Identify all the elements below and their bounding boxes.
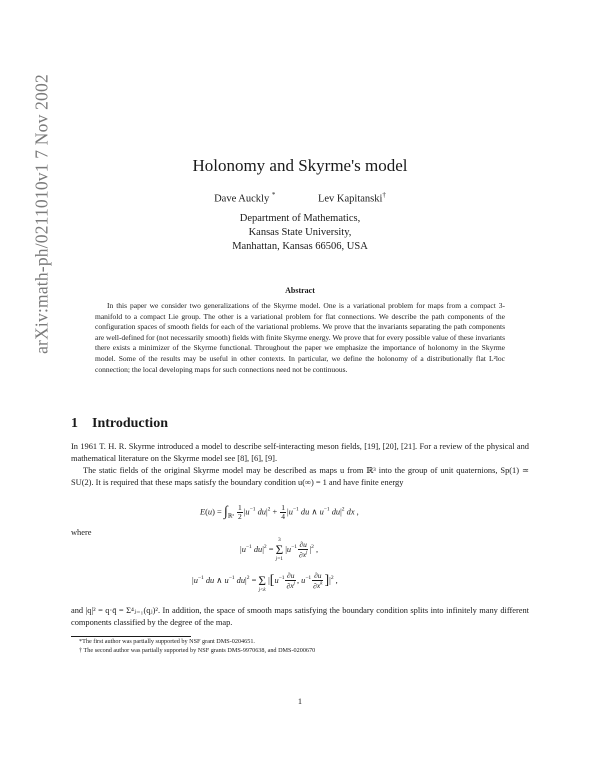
page-number: 1 <box>297 697 303 706</box>
affiliation-line: Department of Mathematics, <box>239 213 361 224</box>
paper-title: Holonomy and Skyrme's model <box>192 156 408 175</box>
abstract-heading: Abstract <box>285 286 315 295</box>
author-list <box>0 191 600 205</box>
where-text: where <box>71 528 92 537</box>
footnote-rule <box>71 636 191 637</box>
energy-equation: $E(u) = \int_{ℝ^3}$ $\frac{1}{2}$ $|u^{-1}$ $du|^2$ + $\frac{1}{4}$ $|u^{-1}$ du ∧ $u^{-1}$ $du|^2$ dx , <box>200 503 359 521</box>
author-kapitanski: Lev Kapitanski† <box>317 191 386 205</box>
paragraph: and |q|² = q·q̄ = Σ⁴ⱼ₌₁(qⱼ)². In addition, the space of smooth maps satisfying the boundary condition splits into infinitely many different components classified by the degree of the map. <box>71 606 529 627</box>
footnote: *The first author was partially supported by NSF grant DMS-0204651. <box>79 638 255 645</box>
affiliation-line: Kansas State University, <box>248 227 352 238</box>
section-number: 1 <box>71 416 78 431</box>
footnote: † The second author was partially supported by NSF grants DMS-9970638, and DMS-0200670 <box>79 647 316 654</box>
wedge-norm-equation: $|u^{-1}$ du ∧ $u^{-1}$ $du|^2$ = Σ j<k $|[u^{-1}$ $\frac{\partial u}{\partial x^j}$ , $u^{-1}$ $\frac{\partial u}{\partial x^k}$ ]$|^2$ , <box>192 570 338 593</box>
paragraph: The static fields of the original Skyrme model may be described as maps u from ℝ³ into the group of unit quaternions, Sp(1) ≃ SU(2). It is required that these maps satisfy the boundary condition u(∞) = 1 and have finite energy <box>71 466 529 487</box>
arxiv-stamp: arXiv:math-ph/0211010v1 7 Nov 2002 <box>31 74 52 354</box>
author-auckly: Dave Auckly * <box>214 191 276 205</box>
gradient-norm-equation: $|u^{-1}$ $du|^2$ = 3 Σ j=1 $|u^{-1}$ $\frac{\partial u}{\partial x^j}$ $|^2$ , <box>240 537 319 562</box>
affiliation <box>0 212 600 254</box>
section-title: Introduction <box>92 416 168 431</box>
section-heading <box>71 416 168 432</box>
affiliation-line: Manhattan, Kansas 66506, USA <box>232 241 368 252</box>
abstract-text: In this paper we consider two generalizations of the Skyrme model. One is a variational problem for maps from a compact 3-manifold to a compact Lie group. The other is a variational problem for flat connections. We describe the path components of the configuration spaces of smooth fields for each of the variational problems. We prove that the invariants separating the path components are well-defined for (not necessarily smooth) fields with finite Skyrme energy. We prove that for every possible value of these invariants there exists a minimizer of the Skyrme functional. Throughout the paper we emphasize the importance of holonomy in the Skyrme model. Some of the results may be useful in other contexts. In particular, we define the holonomy of a distributionally flat L²loc connection; the local developing maps for such connections need not be continuous. <box>95 301 505 374</box>
paragraph: In 1961 T. H. R. Skyrme introduced a model to describe self-interacting meson fields, [19], [20], [21]. For a review of the physical and mathematical literature on the Skyrme model see [8], [6], [9]. <box>71 442 529 463</box>
